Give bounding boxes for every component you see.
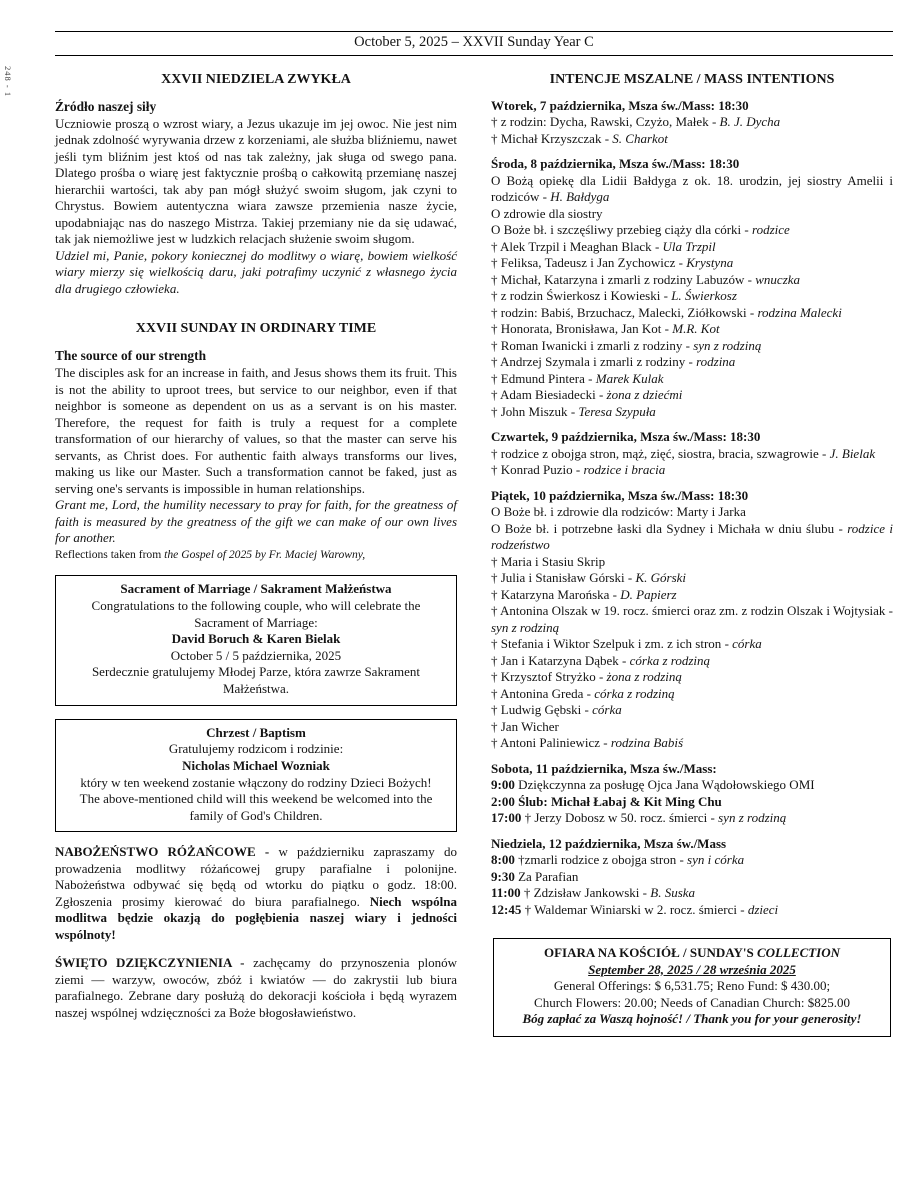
intention-line: † Roman Iwanicki i zmarli z rodziny - syn z rodziną	[491, 337, 762, 353]
right-column	[491, 62, 893, 1037]
intention-offered-by: rodzice i bracia	[583, 462, 666, 478]
intention-offered-by: D. Papierz	[620, 586, 677, 602]
reflection-credit	[55, 548, 457, 563]
intention-offered-by: syn z rodziną	[693, 337, 762, 353]
intention-line: † Andrzej Szymala i zmarli z rodziny - rodzina	[491, 354, 736, 370]
intention-line: † Krzysztof Stryżko - żona z rodziną	[491, 669, 682, 685]
english-section-title: XXVII SUNDAY IN ORDINARY TIME	[135, 321, 377, 337]
intention-line: † Julia i Stanisław Górski - K. Górski	[491, 570, 687, 586]
intention-offered-by: syn z rodziną	[491, 619, 560, 635]
credit-lead: Reflections taken from	[55, 547, 165, 561]
marriage-announcement-box	[55, 575, 457, 705]
marriage-couple-names: David Boruch & Karen Bielak	[171, 631, 341, 647]
intention-offered-by: syn i córka	[687, 852, 745, 868]
intention-line: † z rodzin: Dycha, Rawski, Czyżo, Małek - B. J. Dycha	[491, 114, 781, 130]
marriage-intro: Congratulations to the following couple, who will celebrate the Sacrament of Marriage:	[91, 597, 421, 630]
intention-time: 9:00	[491, 777, 519, 793]
intention-offered-by: Ula Trzpil	[662, 238, 716, 254]
intention-heading: Wtorek, 7 października, Msza św./Mass: 18:30	[491, 97, 749, 113]
rosary-lead: NABOŻEŃSTWO RÓŻAŃCOWE -	[55, 844, 279, 860]
intention-offered-by: rodzina Malecki	[757, 304, 842, 320]
intention-offered-by: żona z dziećmi	[606, 387, 683, 403]
intention-line: † rodzin: Babiś, Brzuchacz, Malecki, Ziółkowski - rodzina Malecki	[491, 304, 842, 320]
intention-line: † John Miszuk - Teresa Szypuła	[491, 403, 656, 419]
intention-offered-by: rodzice	[752, 222, 790, 238]
intention-offered-by: Krystyna	[686, 255, 734, 271]
intention-line: 12:45 † Waldemar Winiarski w 2. rocz. śmierci - dzieci	[491, 901, 779, 917]
intention-section	[491, 836, 893, 919]
intention-section	[491, 429, 893, 479]
intention-line: O Bożą opiekę dla Lidii Bałdyga z ok. 18. urodzin, jej siostry Amelii i rodziców - H. Bałdyga	[491, 172, 893, 205]
thanksgiving-announcement	[55, 955, 457, 1021]
intention-line: † Jan i Katarzyna Dąbek - córka z rodziną	[491, 652, 711, 668]
intention-offered-by: rodzina	[696, 354, 736, 370]
marriage-polish-note: Serdecznie gratulujemy Młodej Parze, która zawrze Sakrament Małżeństwa.	[91, 664, 421, 697]
intention-offered-by: M.R. Kot	[672, 321, 720, 337]
intention-line: O zdrowie dla siostry	[491, 205, 603, 221]
intention-section	[491, 156, 893, 420]
intention-line: † Michał, Katarzyna i zmarli z rodziny Labuzów - wnuczka	[491, 271, 801, 287]
intention-heading: Sobota, 11 października, Msza św./Mass:	[491, 760, 717, 776]
collection-thanks: Bóg zapłać za Waszą hojność! / Thank you for your generosity!	[522, 1011, 862, 1027]
polish-subheading: Źródło naszej siły	[55, 98, 157, 114]
intention-line: † Antoni Paliniewicz - rodzina Babiś	[491, 735, 683, 751]
intention-offered-by: rodzina Babiś	[610, 735, 683, 751]
intention-line: O Boże bł. i zdrowie dla rodziców: Marty i Jarka	[491, 504, 746, 520]
intention-offered-by: córka z rodziną	[629, 652, 711, 668]
intention-offered-by: K. Górski	[635, 570, 687, 586]
intention-line: † Katarzyna Marońska - D. Papierz	[491, 586, 677, 602]
collection-box	[493, 938, 891, 1037]
intention-line: O Boże bł. i potrzebne łaski dla Sydney i Michała w dniu ślubu - rodzice i rodzeństwo	[491, 520, 893, 553]
intention-line: † z rodzin Świerkosz i Kowieski - L. Świerkosz	[491, 288, 737, 304]
intention-line: † Jan Wicher	[491, 718, 559, 734]
intention-offered-by: córka z rodziną	[594, 685, 675, 701]
intention-offered-by: B. J. Dycha	[719, 114, 781, 130]
polish-prayer: Udziel mi, Panie, pokory koniecznej do modlitwy o wiarę, bowiem wielkość wiary mierzy się wielkością daru, jaki potrafimy uczynić z własnego życia dla drugiego człowieka.	[55, 247, 457, 296]
left-column	[55, 62, 457, 1037]
intention-line: 11:00 † Zdzisław Jankowski - B. Suska	[491, 885, 696, 901]
baptism-announcement-box	[55, 719, 457, 833]
spacer	[55, 297, 457, 311]
collection-line-2: Church Flowers: 20.00; Needs of Canadian Church: $825.00	[534, 994, 850, 1010]
mass-intentions-title: INTENCJE MSZALNE / MASS INTENTIONS	[549, 72, 835, 87]
english-prayer: Grant me, Lord, the humility necessary to pray for faith, for the greatness of faith is measured by the greatness of the gift we can make of our own lives for another.	[55, 497, 457, 546]
intention-line: † Honorata, Bronisława, Jan Kot - M.R. Kot	[491, 321, 720, 337]
intention-section	[491, 761, 893, 827]
polish-reflection-body: Uczniowie proszą o wzrost wiary, a Jezus ukazuje im jej owoc. Nie jest nim jednak zdolność wyrywania drzew z korzeniami, ale służba bliźniemu, nawet jeśli tym bliźnim jest ktoś od nas tak zależny, jak sługa od swego pana. Dlatego prośba o wiarę jest faktycznie prośbą o całkowitą przemianę naszej hierarchii wartości, tak aby pan mógł służyć swoim sługom, jak czyni to Chrystus. Bowiem autentyczna wiara zawsze przemienia nasze życie, upodabniając nas do naszego Mistrza. Takiej przemiany nie da się udawać, tak jak niemożliwe jest w ludzkich relacjach służenie swoim sługom.	[55, 115, 457, 247]
intention-line: † Ludwig Gębski - córka	[491, 702, 622, 718]
collection-title	[504, 945, 880, 962]
intention-line: † Adam Biesiadecki - żona z dziećmi	[491, 387, 683, 403]
intention-offered-by: Teresa Szypuła	[578, 403, 656, 419]
intention-line: † Edmund Pintera - Marek Kulak	[491, 370, 664, 386]
intention-time: 17:00	[491, 810, 525, 826]
intention-line: 8:00 †zmarli rodzice z obojga stron - syn i córka	[491, 852, 745, 868]
intention-offered-by: Marek Kulak	[595, 370, 664, 386]
rosary-text: w październiku zapraszamy do prowadzenia modlitwy różańcowej grupy parafialne i polonijne. Nabożeństwa odbywać się będą od wtorku do piątku o godz. 18:00. Zgłoszenia prosimy kierować do biura parafialnego.	[55, 844, 457, 909]
collection-title-italic: COLLECTION	[756, 945, 841, 961]
intention-line: 17:00 † Jerzy Dobosz w 50. rocz. śmierci - syn z rodziną	[491, 810, 787, 826]
intention-line: † Stefania i Wiktor Szelpuk i zm. z ich stron - córka	[491, 636, 762, 652]
intention-line: † Antonina Olszak w 19. rocz. śmierci oraz zm. z rodzin Olszak i Wojtysiak - syn z rodziną	[491, 603, 893, 635]
intention-offered-by: córka	[592, 702, 622, 718]
intention-time: 2:00	[491, 793, 519, 809]
intention-offered-by: J. Bielak	[829, 445, 876, 461]
intention-line: † Michał Krzyszczak - S. Charkot	[491, 130, 668, 146]
intention-offered-by: B. Suska	[650, 885, 696, 901]
intention-offered-by: L. Świerkosz	[671, 288, 737, 304]
intention-offered-by: S. Charkot	[612, 130, 668, 146]
intention-heading: Niedziela, 12 października, Msza św./Mass	[491, 835, 727, 851]
intention-line: † Konrad Puzio - rodzice i bracia	[491, 462, 666, 478]
collection-line-1: General Offerings: $ 6,531.75; Reno Fund: $ 430.00;	[553, 978, 831, 994]
intention-line: 2:00 Ślub: Michał Łabaj & Kit Ming Chu	[491, 793, 722, 809]
intention-offered-by: wnuczka	[755, 271, 801, 287]
baptism-box-title: Chrzest / Baptism	[206, 724, 306, 740]
intention-line: † Antonina Greda - córka z rodziną	[491, 685, 675, 701]
intention-time: 8:00	[491, 852, 519, 868]
polish-section-title: XXVII NIEDZIELA ZWYKŁA	[161, 72, 351, 87]
intention-line: O Boże bł. i szczęśliwy przebieg ciąży dla córki - rodzice	[491, 222, 790, 238]
intention-time: 12:45	[491, 901, 525, 917]
english-reflection-body: The disciples ask for an increase in faith, and Jesus shows them its fruit. This is not the ability to uproot trees, but service to our neighbor, even if that neighbor is someone as dependent on us as a servant is on his master. Therefore, the request for faith is truly a request for a complete transformation of our hierarchy of values, so that the master can serve his servants, as Christ does. For authentic faith always transforms our lives, making us like our Master. Such a transformation cannot be faked, just as serving one's servants is impossible in human relationships.	[55, 365, 457, 496]
intention-line: † Maria i Stasiu Skrip	[491, 553, 606, 569]
intention-heading: Piątek, 10 października, Msza św./Mass: 18:30	[491, 487, 749, 503]
intention-offered-by: syn z rodziną	[718, 810, 787, 826]
intention-offered-by: córka	[732, 636, 762, 652]
intention-line: † Feliksa, Tadeusz i Jan Zychowicz - Krystyna	[491, 255, 734, 271]
side-label: 248 - 1	[3, 66, 13, 98]
rosary-bold-tail: Niech wspólna modlitwa będzie okazją do pogłębienia naszej wiary i jedności wspólnoty!	[55, 893, 457, 942]
intention-heading: Środa, 8 października, Msza św./Mass: 18:30	[491, 156, 740, 172]
intention-line: † Alek Trzpil i Meaghan Black - Ula Trzpil	[491, 238, 716, 254]
thanksgiving-text: zachęcamy do przynoszenia plonów ziemi — warzyw, owoców, zbóż i kwiatów — do zakrystii lub biura parafialnego. Zebrane dary posłużą do dekoracji kościoła i będą wyrazem naszej wspólnej wdzięczności za Boże błogosławieństwo.	[55, 955, 458, 1020]
two-column-layout	[55, 62, 893, 1037]
intention-offered-by: H. Bałdyga	[550, 189, 610, 205]
intention-time: 9:30	[491, 868, 519, 884]
english-subheading: The source of our strength	[55, 348, 207, 364]
intention-heading: Czwartek, 9 października, Msza św./Mass: 18:30	[491, 429, 761, 445]
intention-line: † rodzice z obojga stron, mąż, zięć, siostra, bracia, szwagrowie - J. Bielak	[491, 445, 876, 461]
rosary-announcement	[55, 844, 457, 943]
intention-line: 9:00 Dziękczynna za posługę Ojca Jana Wądołowskiego OMI	[491, 777, 815, 793]
baptism-body: który w ten weekend zostanie włączony do rodziny Dzieci Bożych! The above-mentioned child will this weekend be welcomed into the family of God's Children.	[79, 774, 433, 823]
marriage-box-title: Sacrament of Marriage / Sakrament Małżeństwa	[120, 581, 392, 597]
intention-section	[491, 488, 893, 752]
page-header: October 5, 2025 – XXVII Sunday Year C	[55, 31, 893, 56]
intention-time: 11:00	[491, 885, 524, 901]
intention-section	[491, 98, 893, 148]
intentions-list	[491, 98, 893, 919]
credit-source: the Gospel of 2025 by Fr. Maciej Warowny,	[164, 547, 366, 561]
intention-offered-by: rodzice i rodzeństwo	[491, 520, 893, 553]
baptism-child-name: Nicholas Michael Wozniak	[182, 757, 330, 773]
collection-date: September 28, 2025 / 28 września 2025	[588, 961, 796, 977]
collection-title-bold: OFIARA NA KOŚCIÓŁ / SUNDAY'S	[543, 945, 757, 961]
intention-line: 9:30 Za Parafian	[491, 868, 579, 884]
intention-offered-by: dzieci	[747, 901, 779, 917]
baptism-intro: Gratulujemy rodzicom i rodzinie:	[168, 741, 344, 757]
thanksgiving-lead: ŚWIĘTO DZIĘKCZYNIENIA -	[55, 955, 254, 971]
intention-offered-by: żona z rodziną	[606, 669, 682, 685]
marriage-date: October 5 / 5 października, 2025	[170, 647, 342, 663]
